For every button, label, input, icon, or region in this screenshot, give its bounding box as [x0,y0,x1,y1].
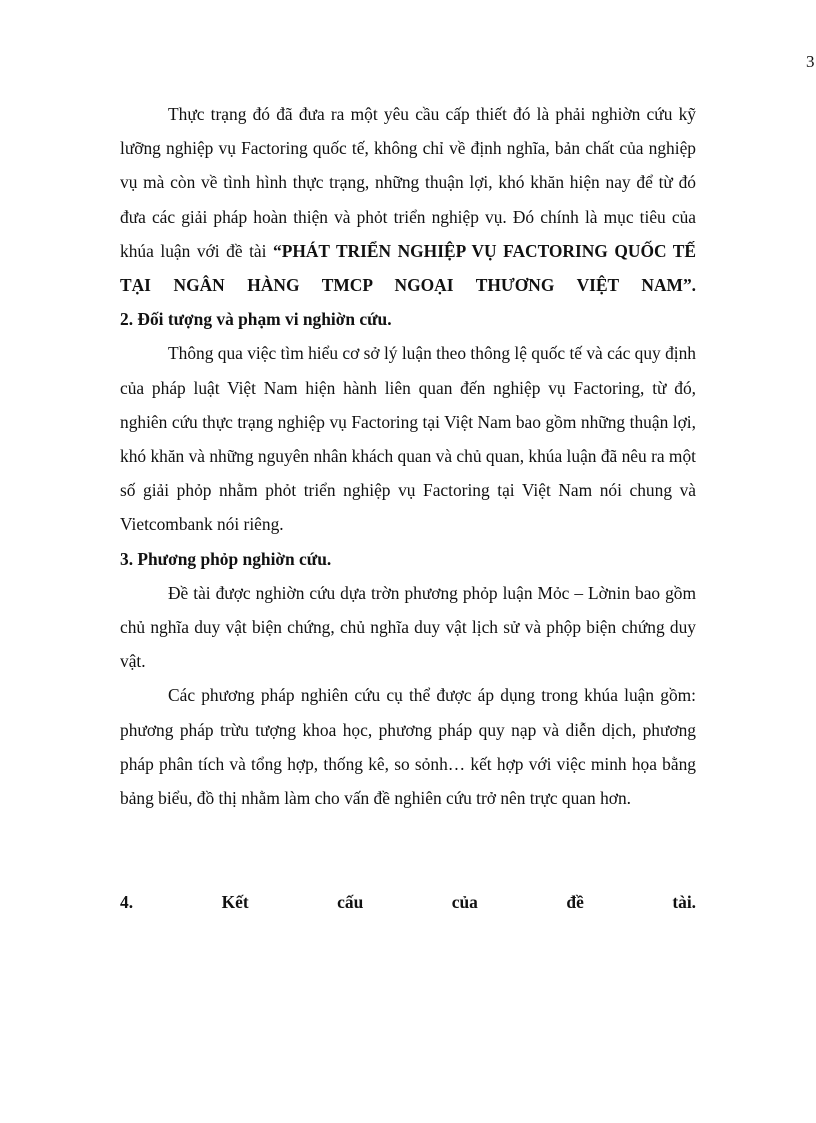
section-2-body: Thông qua việc tìm hiểu cơ sở lý luận theo thông lệ quốc tế và các quy định của pháp luật Việt Nam hiện hành liên quan đến nghiệp vụ Factoring, từ đó, nghiên cứu thực trạng nghiệp vụ Factoring tại Việt Nam bao gồm những thuận lợi, khó khăn và những nguyên nhân khách quan và chủ quan, khúa luận đã nêu ra một số giải phỏp nhằm phỏt triển nghiệp vụ Factoring tại Việt Nam nói chung và Vietcombank nói riêng. [120,343,696,535]
thesis-title: “PHÁT TRIỂN NGHIỆP VỤ FACTORING QUỐC TẾ TẠI NGÂN HÀNG TMCP NGOẠI THƯƠNG VIỆT NAM”. [120,240,696,296]
section-3-body-2: Các phương pháp nghiên cứu cụ thể được áp dụng trong khúa luận gồm: phương pháp trừu tượng khoa học, phương pháp quy nạp và diễn dịch, phương pháp phân tích và tổng hợp, thống kê, so sỏnh… kết hợp với việc minh họa bằng bảng biểu, đồ thị nhằm làm cho vấn đề nghiên cứu trở nên trực quan hơn. [120,685,696,809]
document-body [120,97,696,919]
section-3-body-1: Đề tài được nghiờn cứu dựa trờn phương phỏp luận Mỏc – Lờnin bao gồm chủ nghĩa duy vật biện chứng, chủ nghĩa duy vật lịch sử và phộp biện chứng duy vật. [120,582,696,672]
intro-paragraph [120,97,696,302]
section-2-heading: 2. Đối tượng và phạm vi nghiờn cứu. [120,309,392,330]
section-4-heading: 4. Kết cấu của đề tài. [120,892,696,913]
section-3-heading: 3. Phương phỏp nghiờn cứu. [120,548,332,569]
intro-paragraph-text: Thực trạng đó đã đưa ra một yêu cầu cấp thiết đó là phải nghiờn cứu kỹ lưỡng nghiệp vụ Factoring quốc tế, không chỉ về định nghĩa, bản chất của nghiệp vụ mà còn về tình hình thực trạng, những thuận lợi, khó khăn hiện nay để từ đó đưa các giải pháp hoàn thiện và phỏt triển nghiệp vụ. Đó chính là mục tiêu của khúa luận với đề tài [120,104,696,261]
page-number: 3 [806,52,815,71]
